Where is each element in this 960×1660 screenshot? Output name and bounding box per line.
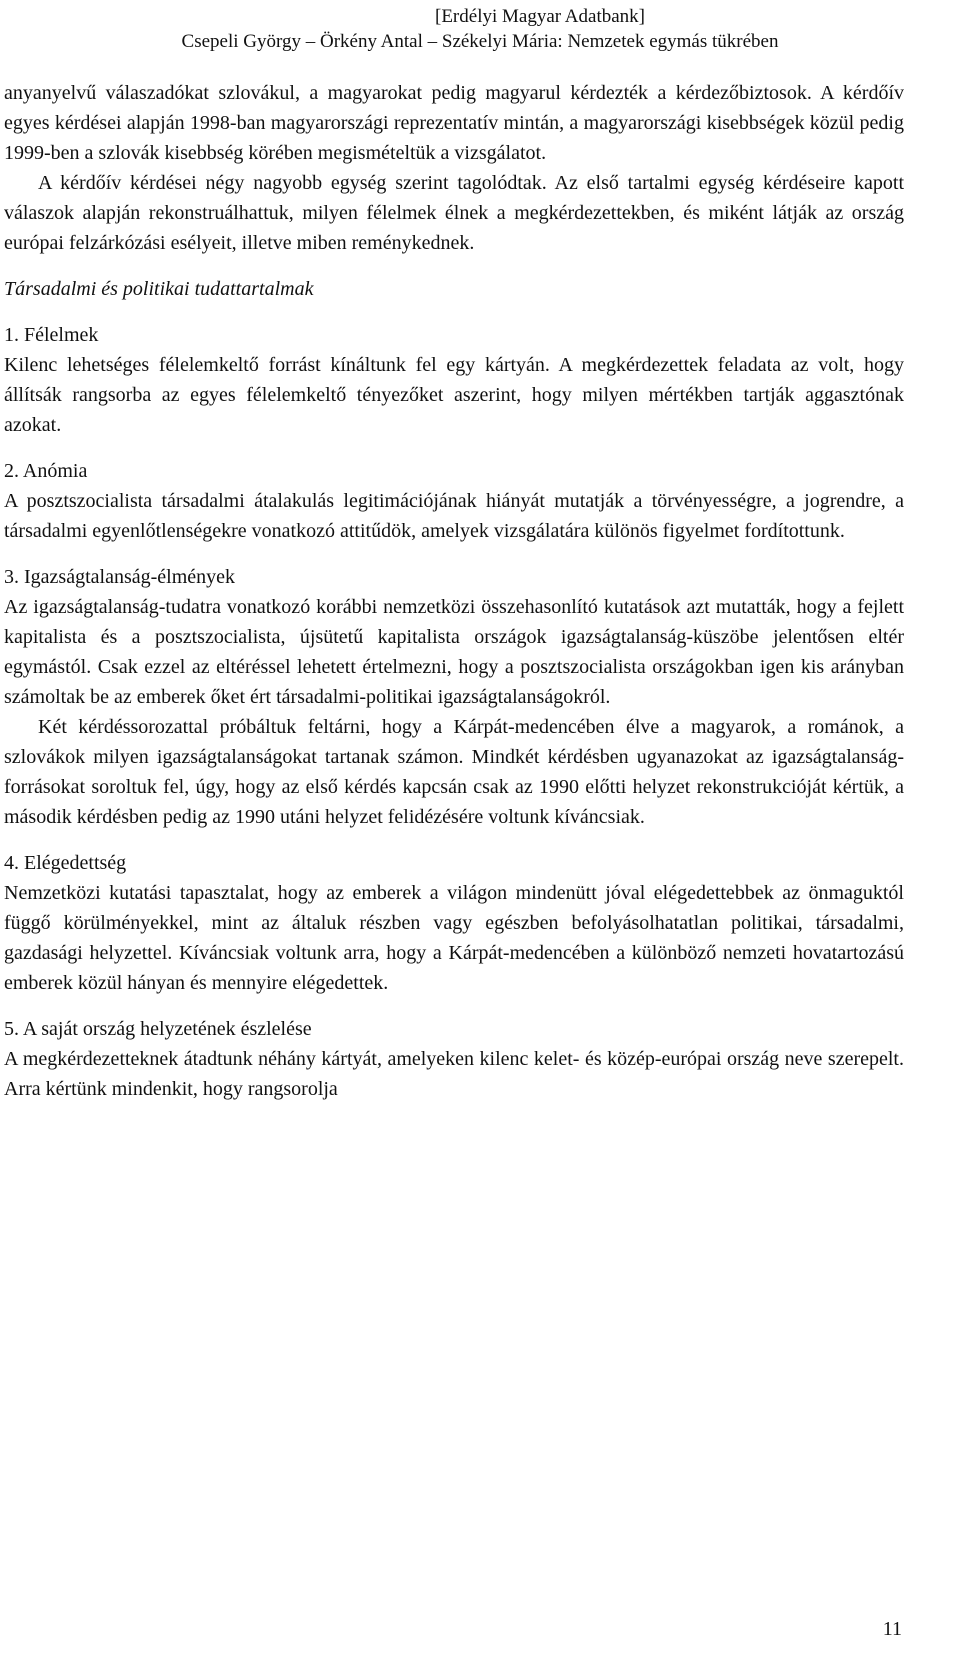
heading-satisfaction: 4. Elégedettség <box>4 852 127 874</box>
page-number: 11 <box>882 1618 902 1640</box>
paragraph-injustice-1: Az igazságtalanság-tudatra vonatkozó korábbi nemzetközi összehasonlító kutatások azt mutatták, hogy a fejlett kapitalista és a posztszocialista, újsütetű kapitalista országok igazságtalanság-küszöbe jelentősen eltér egymástól. Csak ezzel az eltéréssel lehetett értelmezni, hogy a posztszocialista országokban igen kis arányban számoltak be az emberek őket ért társadalmi-politikai igazságtalanságokról. <box>4 596 904 708</box>
running-header <box>0 4 960 54</box>
paragraph-country-perception: A megkérdezetteknek átadtunk néhány kártyát, amelyeken kilenc kelet- és közép-európai ország neve szerepelt. Arra kértünk mindenkit, hogy rangsorolja <box>4 1048 904 1100</box>
header-source: [Erdélyi Magyar Adatbank] <box>435 6 645 27</box>
heading-injustice: 3. Igazságtalanság-élmények <box>4 566 236 588</box>
paragraph-intro: anyanyelvű válaszadókat szlovákul, a magyarokat pedig magyarul kérdezték a kérdezőbiztosok. A kérdőív egyes kérdései alapján 1998-ban magyarországi reprezentatív mintán, a magyarországi kisebbségek közül pedig 1999-ben a szlovák kisebbség körében megismételtük a vizsgálatot. <box>4 82 904 164</box>
heading-anomie: 2. Anómia <box>4 460 88 482</box>
heading-fears: 1. Félelmek <box>4 324 99 346</box>
body-text <box>4 78 904 1104</box>
paragraph-injustice-2: Két kérdéssorozattal próbáltuk feltárni, hogy a Kárpát-medencében élve a magyarok, a románok, a szlovákok milyen igazságtalanságokat tartanak számon. Mindkét kérdésben ugyanazokat az igazságtalanság-forrásokat soroltuk fel, úgy, hogy az első kérdés kapcsán csak az 1990 előtti helyzet rekonstrukcióját kértük, a második kérdésben pedig az 1990 utáni helyzet felidézésére voltunk kíváncsiak. <box>4 716 904 828</box>
paragraph-satisfaction: Nemzetközi kutatási tapasztalat, hogy az emberek a világon mindenütt jóval elégedettebbek az önmaguktól függő körülményekkel, mint az általuk részben vagy egészben befolyásolhatatlan politikai, társadalmi, gazdasági helyzettel. Kíváncsiak voltunk arra, hogy a Kárpát-medencében a különböző nemzeti hovatartozású emberek közül hányan és mennyire elégedettek. <box>4 882 904 994</box>
section-title: Társadalmi és politikai tudattartalmak <box>4 278 314 300</box>
paragraph-anomie: A posztszocialista társadalmi átalakulás legitimációjának hiányát mutatják a törvényességre, a jogrendre, a társadalmi egyenlőtlenségekre vonatkozó attitűdök, amelyek vizsgálatára különös figyelmet fordítottunk. <box>4 490 904 542</box>
paragraph-fears: Kilenc lehetséges félelemkeltő forrást kínáltunk fel egy kártyán. A megkérdezettek feladata az volt, hogy állítsák rangsorba az egyes félelemkeltő tényezőket aszerint, hogy milyen mértékben tartják aggasztónak azokat. <box>4 354 904 436</box>
header-authors-title: Csepeli György – Örkény Antal – Székelyi Mária: Nemzetek egymás tükrében <box>181 31 779 52</box>
heading-country-perception: 5. A saját ország helyzetének észlelése <box>4 1018 312 1040</box>
paragraph-structure: A kérdőív kérdései négy nagyobb egység szerint tagolódtak. Az első tartalmi egység kérdéseire kapott válaszok alapján rekonstruálhattuk, milyen félelmek élnek a megkérdezettekben, és miként látják az ország európai felzárkózási esélyeit, illetve miben reménykednek. <box>4 172 904 254</box>
